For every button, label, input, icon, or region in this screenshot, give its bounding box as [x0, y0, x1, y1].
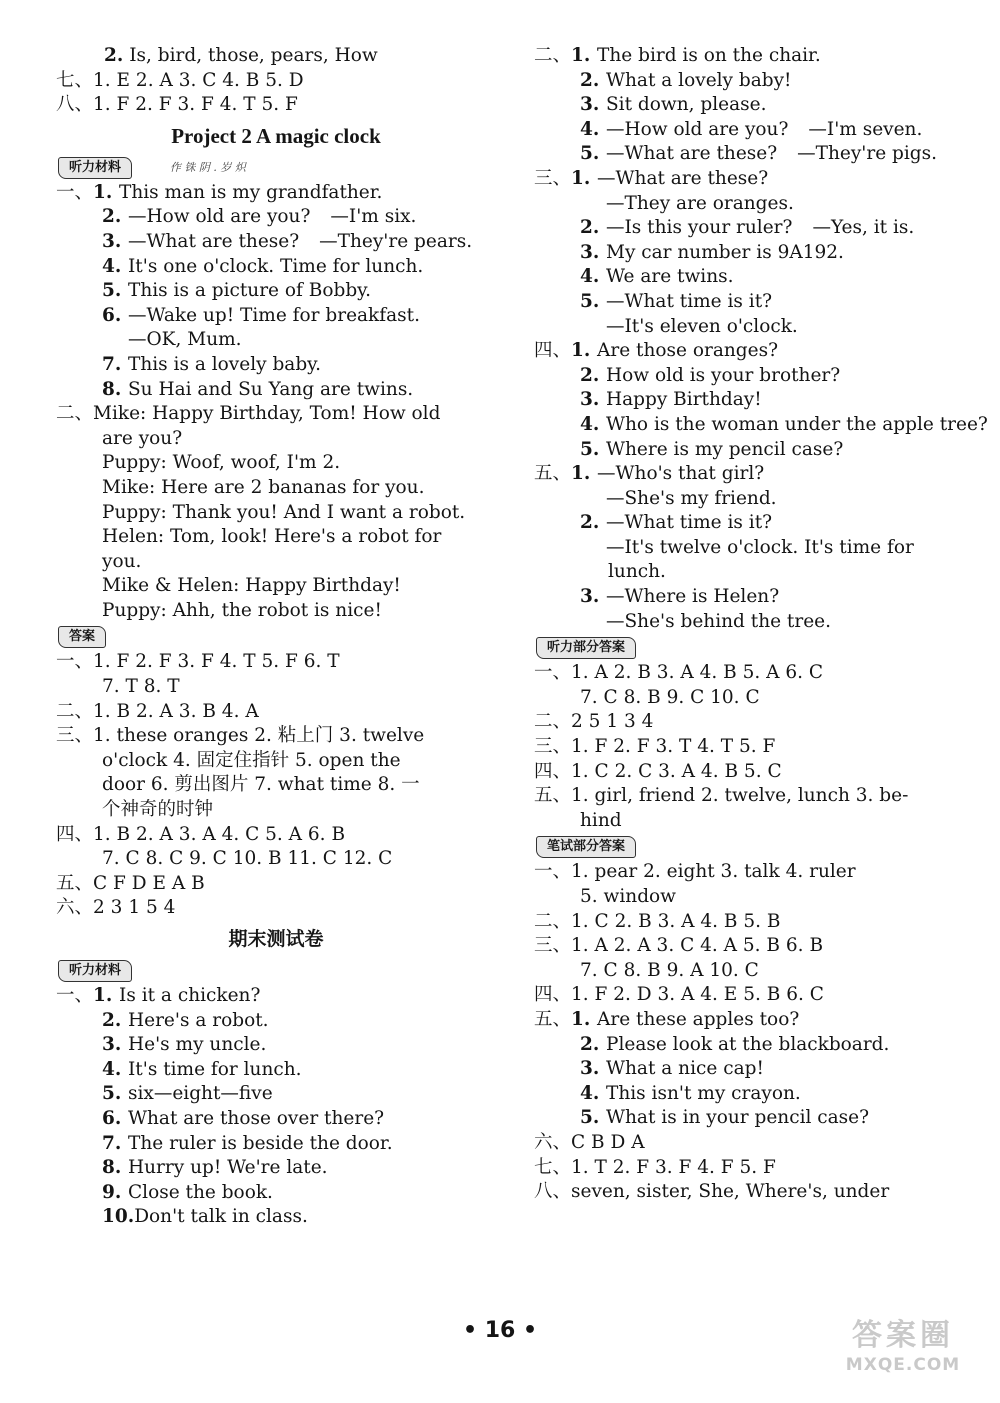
item-text: Happy Birthday! — [606, 389, 762, 411]
item-text: —Who's that girl? — [597, 463, 765, 485]
section-marker: 八、 — [534, 1181, 572, 1203]
section-marker: 三、 — [534, 935, 572, 957]
section-marker: 三、 — [56, 725, 94, 747]
section-marker: 四、 — [534, 340, 572, 362]
item-reply: —They're pears. — [319, 230, 473, 252]
item-text: —Where is Helen? — [606, 586, 780, 608]
list-item — [534, 290, 974, 315]
answer-line — [56, 847, 496, 872]
answer-text: 7. C 8. B 9. A 10. C — [580, 959, 759, 981]
item-text: What are those over there? — [128, 1107, 385, 1129]
answer-text: 1. girl, friend 2. twelve, lunch 3. be- — [571, 785, 909, 807]
answer-text: 1. C 2. B 3. A 4. B 5. B — [571, 910, 781, 932]
list-item — [56, 255, 496, 280]
dialogue-line — [56, 501, 496, 526]
list-item — [534, 610, 974, 635]
answer-text: 2 5 1 3 4 — [571, 711, 654, 733]
item-number: 1. — [93, 181, 113, 203]
item-number: 4. — [102, 1058, 122, 1080]
item-number: 2. — [580, 217, 600, 239]
answer-line — [56, 872, 496, 897]
dialogue-text: Puppy: Woof, woof, I'm 2. — [102, 452, 341, 474]
list-item — [534, 1008, 974, 1033]
section-marker: 一、 — [56, 985, 94, 1006]
item-text: Sit down, please. — [606, 94, 767, 116]
answer-line — [56, 749, 496, 774]
item-number: 8. — [102, 378, 122, 400]
section-marker: 五、 — [534, 785, 572, 807]
item-text: —What time is it? — [606, 290, 773, 312]
answer-line — [534, 809, 974, 834]
list-item — [534, 388, 974, 413]
item-text: This isn't my crayon. — [606, 1082, 801, 1104]
item-text: The bird is on the chair. — [597, 45, 821, 66]
item-text: Don't talk in class. — [134, 1206, 308, 1228]
item-text: Here's a robot. — [128, 1009, 269, 1031]
final-exam-title: 期末测试卷 — [228, 928, 324, 950]
list-item — [56, 353, 496, 378]
label-row — [56, 957, 496, 984]
answer-line — [56, 650, 496, 675]
dialogue-text: Puppy: Thank you! And I want a robot. — [102, 501, 466, 523]
item-number: 5. — [102, 280, 122, 302]
list-item — [534, 364, 974, 389]
item-text: —What time is it? — [606, 512, 773, 534]
list-item — [534, 560, 974, 585]
item-number: 2. — [580, 512, 600, 534]
label-row — [534, 833, 974, 860]
answer-text: 5. window — [580, 886, 677, 907]
item-text: This man is my grandfather. — [119, 181, 383, 203]
list-item — [56, 1132, 496, 1157]
dialogue-text: Mike: Here are 2 bananas for you. — [102, 476, 425, 498]
list-item — [56, 984, 496, 1009]
item-text: —OK, Mum. — [128, 329, 242, 351]
item-text: My car number is 9A192. — [606, 241, 844, 263]
section-marker: 一、 — [56, 651, 94, 673]
item-text: —They are oranges. — [606, 192, 794, 214]
item-text: —She's my friend. — [606, 487, 777, 509]
answer-line — [56, 823, 496, 848]
section-marker: 七、 — [56, 69, 94, 91]
list-item — [534, 93, 974, 118]
dialogue-line — [56, 574, 496, 599]
answer-line — [56, 798, 496, 823]
item-number: 1. — [571, 45, 591, 66]
answer-line — [56, 773, 496, 798]
item-text: It's time for lunch. — [128, 1058, 302, 1080]
answer-line — [534, 885, 974, 910]
item-number: 5. — [102, 1083, 122, 1105]
item-number: 3. — [580, 94, 600, 116]
answer-text: 7. T 8. T — [102, 676, 180, 698]
section-marker: 四、 — [56, 823, 94, 845]
list-item — [534, 462, 974, 487]
answer-text: hind — [580, 809, 622, 831]
item-text: Is, bird, those, pears, How — [129, 45, 378, 66]
item-text: —Wake up! Time for breakfast. — [128, 304, 420, 326]
watermark-text: 答案圈 — [852, 1318, 954, 1353]
list-item — [534, 1106, 974, 1131]
section-marker: 一、 — [56, 181, 94, 203]
answer-line — [534, 910, 974, 935]
item-text: Su Hai and Su Yang are twins. — [128, 378, 414, 400]
list-item — [56, 1205, 496, 1230]
item-number: 3. — [580, 586, 600, 608]
item-number: 5. — [580, 1107, 600, 1129]
list-item — [56, 230, 496, 255]
answer-text: 1. A 2. A 3. C 4. A 5. B 6. B — [571, 935, 824, 957]
answer-text: 2 3 1 5 4 — [93, 897, 176, 919]
answer-text: 1. F 2. F 3. F 4. T 5. F — [93, 94, 298, 116]
answer-text: 个神奇的时钟 — [102, 799, 214, 821]
answer-text: 7. C 8. C 9. C 10. B 11. C 12. C — [102, 848, 393, 870]
item-number: 4. — [580, 266, 600, 288]
section-marker: 六、 — [56, 897, 94, 919]
list-item — [534, 585, 974, 610]
answer-line — [56, 93, 496, 118]
answer-line — [534, 860, 974, 885]
item-text: —What are these? — [128, 230, 300, 252]
list-item — [534, 1057, 974, 1082]
section-marker: 三、 — [534, 167, 572, 189]
item-number: 7. — [102, 353, 122, 375]
item-number: 2. — [580, 1033, 600, 1055]
item-text: Where is my pencil case? — [606, 438, 844, 460]
item-reply: —I'm seven. — [808, 118, 923, 140]
list-item — [534, 413, 988, 438]
item-number: 5. — [580, 290, 600, 312]
right-column — [534, 44, 988, 1205]
item-text: Please look at the blackboard. — [606, 1033, 890, 1055]
list-item — [534, 1082, 974, 1107]
list-item — [56, 1181, 496, 1206]
answer-line — [534, 661, 974, 686]
dialogue-line — [56, 525, 496, 550]
list-item — [56, 1107, 496, 1132]
item-text: —It's eleven o'clock. — [606, 315, 798, 337]
item-text: What a lovely baby! — [606, 69, 792, 91]
section-marker: 二、 — [56, 700, 94, 722]
item-text: How old is your brother? — [606, 364, 841, 386]
item-text: What is in your pencil case? — [606, 1107, 870, 1129]
section-marker: 四、 — [534, 984, 572, 1006]
item-number: 1. — [571, 1008, 591, 1030]
section-marker: 五、 — [56, 872, 94, 894]
item-text: Who is the woman under the apple tree? — [606, 413, 988, 435]
page-number: • 16 • — [462, 1318, 538, 1343]
list-item — [534, 487, 974, 512]
list-item — [56, 1009, 496, 1034]
answer-text: 1. B 2. A 3. B 4. A — [93, 700, 259, 722]
answer-text: 1. C 2. C 3. A 4. B 5. C — [571, 760, 782, 782]
section-marker: 五、 — [534, 1008, 572, 1030]
list-item — [534, 142, 974, 167]
list-item — [534, 315, 974, 340]
section-marker: 二、 — [534, 910, 572, 932]
item-number: 3. — [580, 1058, 600, 1080]
item-text: This is a lovely baby. — [128, 353, 322, 375]
answers-label: 答案 — [58, 626, 106, 648]
list-item — [56, 328, 496, 353]
item-number: 2. — [580, 364, 600, 386]
item-number: 6. — [102, 1107, 122, 1129]
item-text: We are twins. — [606, 266, 734, 288]
answer-text: 1. B 2. A 3. A 4. C 5. A 6. B — [93, 823, 346, 845]
section-marker: 三、 — [534, 736, 572, 758]
dialogue-text: Mike & Helen: Happy Birthday! — [102, 575, 401, 597]
item-text: Are those oranges? — [597, 340, 778, 362]
item-number: 1. — [571, 167, 591, 189]
item-text: six—eight—five — [128, 1083, 273, 1105]
section-marker: 一、 — [534, 662, 572, 684]
item-number: 6. — [102, 304, 122, 326]
answer-text: door 6. 剪出图片 7. what time 8. 一 — [102, 774, 420, 796]
item-number: 10. — [102, 1206, 135, 1228]
answer-line — [534, 735, 974, 760]
left-column — [56, 44, 496, 1230]
list-item — [56, 304, 496, 329]
item-number: 2. — [102, 206, 122, 228]
item-text: —How old are you? — [128, 206, 311, 228]
answer-text: 1. F 2. F 3. T 4. T 5. F — [571, 736, 776, 758]
answer-line — [56, 69, 496, 94]
section-marker: 八、 — [56, 94, 94, 116]
watermark-logo — [818, 1318, 988, 1384]
item-text: It's one o'clock. Time for lunch. — [128, 255, 424, 277]
project-title: Project 2 A magic clock — [171, 123, 381, 148]
handwritten-note: 作 铢 阴 . 岁 炽 — [169, 160, 246, 174]
list-item — [534, 536, 974, 561]
answer-text: C F D E A B — [93, 872, 205, 894]
listening-material-label: 听力材料 — [58, 960, 132, 982]
answer-text: o'clock 4. 固定住指针 5. open the — [102, 749, 401, 771]
item-text: —She's behind the tree. — [606, 610, 831, 632]
item-reply: —They're pigs. — [797, 143, 938, 165]
answer-line — [534, 1156, 974, 1181]
answer-text: 7. C 8. B 9. C 10. C — [580, 686, 760, 708]
written-answers-label: 笔试部分答案 — [536, 836, 636, 858]
answer-text: 1. E 2. A 3. C 4. B 5. D — [93, 69, 304, 91]
item-text: Close the book. — [128, 1181, 273, 1203]
section-marker: 二、 — [534, 45, 572, 66]
list-item — [534, 511, 974, 536]
answer-text: 1. A 2. B 3. A 4. B 5. A 6. C — [571, 662, 824, 684]
list-item — [56, 378, 496, 403]
dialogue-line — [56, 427, 496, 452]
answer-line — [534, 983, 974, 1008]
item-text: lunch. — [608, 561, 666, 583]
item-number: 8. — [102, 1157, 122, 1179]
item-text: This is a picture of Bobby. — [128, 280, 372, 302]
list-item — [534, 69, 974, 94]
section-marker: 二、 — [56, 403, 94, 425]
item-text: He's my uncle. — [128, 1034, 267, 1056]
item-text: —What are these? — [606, 143, 778, 165]
answer-line — [56, 44, 496, 69]
list-item — [534, 265, 974, 290]
answer-text: 1. these oranges 2. 粘上门 3. twelve — [93, 725, 425, 747]
item-number: 3. — [580, 241, 600, 263]
item-text: —Is this your ruler? — [606, 217, 793, 239]
item-number: 3. — [102, 230, 122, 252]
list-item — [534, 438, 974, 463]
dialogue-line — [56, 476, 496, 501]
listening-answers-label: 听力部分答案 — [536, 637, 636, 659]
dialogue-line — [56, 550, 496, 575]
list-item — [56, 205, 496, 230]
label-row — [56, 623, 496, 650]
item-text: —How old are you? — [606, 118, 789, 140]
dialogue-line — [56, 599, 496, 624]
item-number: 4. — [580, 1082, 600, 1104]
answer-line — [56, 675, 496, 700]
item-number: 4. — [580, 118, 600, 140]
dialogue-text: Helen: Tom, look! Here's a robot for — [102, 526, 442, 548]
item-text: What a nice cap! — [606, 1058, 764, 1080]
answer-line — [534, 760, 974, 785]
item-number: 3. — [102, 1034, 122, 1056]
label-row — [56, 154, 496, 181]
item-number: 1. — [93, 985, 113, 1006]
list-item — [56, 1058, 496, 1083]
item-number: 2. — [102, 1009, 122, 1031]
list-item — [56, 1082, 496, 1107]
item-number: 9. — [102, 1181, 122, 1203]
watermark-url: MXQE.COM — [845, 1355, 961, 1375]
item-text: Are these apples too? — [597, 1008, 800, 1030]
dialogue-text: you. — [102, 550, 142, 572]
answer-text: seven, sister, She, Where's, under — [571, 1181, 890, 1203]
answer-line — [534, 686, 974, 711]
list-item — [534, 118, 974, 143]
answer-line — [56, 724, 496, 749]
item-number: 1. — [571, 340, 591, 362]
list-item — [534, 192, 974, 217]
answer-line — [534, 710, 974, 735]
section-marker: 一、 — [534, 861, 572, 883]
answer-text: 1. F 2. D 3. A 4. E 5. B 6. C — [571, 984, 824, 1006]
dialogue-text: are you? — [102, 427, 183, 449]
dialogue-text: Puppy: Ahh, the robot is nice! — [102, 599, 382, 621]
section-marker: 七、 — [534, 1156, 572, 1178]
section-marker: 二、 — [534, 711, 572, 733]
answer-text: C B D A — [571, 1131, 645, 1153]
list-item — [534, 167, 974, 192]
dialogue-line — [56, 451, 496, 476]
answer-text: 1. pear 2. eight 3. talk 4. ruler — [571, 861, 856, 883]
label-row — [534, 634, 974, 661]
item-number: 4. — [102, 255, 122, 277]
list-item — [534, 1033, 974, 1058]
item-number: 5. — [580, 438, 600, 460]
list-item — [534, 339, 974, 364]
list-item — [56, 181, 496, 206]
list-item — [534, 216, 974, 241]
dialogue-line — [56, 402, 496, 427]
item-number: 7. — [102, 1132, 122, 1154]
answer-line — [534, 959, 974, 984]
item-number: 2. — [104, 45, 124, 66]
answer-text: 1. F 2. F 3. F 4. T 5. F 6. T — [93, 651, 340, 673]
item-text: Hurry up! We're late. — [128, 1157, 328, 1179]
item-text: —What are these? — [597, 167, 769, 189]
list-item — [534, 44, 974, 69]
item-number: 2. — [580, 69, 600, 91]
section-marker: 五、 — [534, 463, 572, 485]
list-item — [56, 1156, 496, 1181]
list-item — [56, 279, 496, 304]
listening-material-label: 听力材料 — [58, 157, 132, 179]
item-reply: —Yes, it is. — [812, 217, 915, 239]
answer-text: 1. T 2. F 3. F 4. F 5. F — [571, 1156, 776, 1178]
item-number: 5. — [580, 143, 600, 165]
answer-line — [56, 896, 496, 921]
section-marker: 六、 — [534, 1131, 572, 1153]
list-item — [534, 241, 974, 266]
answer-line — [534, 934, 974, 959]
item-text: —It's twelve o'clock. It's time for — [606, 536, 914, 558]
item-number: 4. — [580, 413, 600, 435]
list-item — [56, 1033, 496, 1058]
item-number: 1. — [571, 463, 591, 485]
answer-line — [56, 700, 496, 725]
answer-line — [534, 784, 974, 809]
item-text: Is it a chicken? — [119, 985, 261, 1006]
item-reply: —I'm six. — [330, 206, 417, 228]
section-marker: 四、 — [534, 760, 572, 782]
item-number: 3. — [580, 389, 600, 411]
answer-line — [534, 1131, 974, 1156]
answer-line — [534, 1180, 974, 1205]
item-text: The ruler is beside the door. — [128, 1132, 393, 1154]
dialogue-text: Mike: Happy Birthday, Tom! How old — [93, 403, 441, 425]
